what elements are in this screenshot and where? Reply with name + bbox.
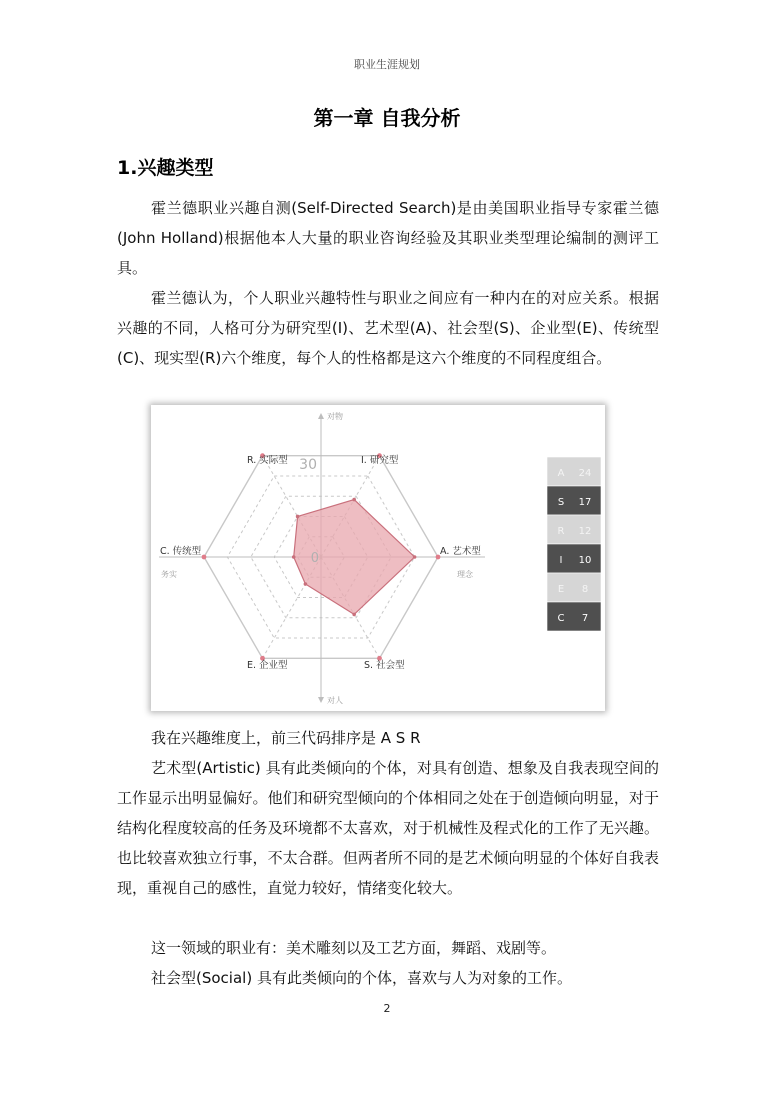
- score-code-C: C: [557, 613, 565, 624]
- paragraph-intro: 霍兰德职业兴趣自测(Self-Directed Search)是由美国职业指导专家霍兰德(John Holland)根据他本人大量的职业咨询经验及其职业类型理论编制的测评工具。: [117, 199, 659, 277]
- axis-end-label-top: 对物: [327, 412, 343, 421]
- score-row-E: [547, 573, 601, 602]
- score-code-E: E: [557, 584, 565, 595]
- tick-label-max: 30: [299, 457, 317, 473]
- score-value-A: 24: [578, 468, 592, 479]
- score-value-C: 7: [581, 613, 589, 624]
- axis-label-2: S. 社会型: [364, 660, 405, 671]
- radar-point-2: [352, 613, 356, 617]
- radar-chart: [151, 405, 605, 711]
- tick-label-min: 0: [310, 551, 319, 566]
- score-row-A: [547, 457, 601, 486]
- score-code-R: R: [557, 526, 565, 537]
- paragraph-artistic: 艺术型(Artistic) 具有此类倾向的个体，对具有创造、想象及自我表现空间的工作显示出明显偏好。他们和研究型倾向的个体相同之处在于创造倾向明显，对于结构化程度较高的任务及环境都不太喜欢，对于机械性及程式化的工作了无兴趣。也比较喜欢独立行事，不太合群。但两者所不同的是艺术倾向明显的个体好自我表现，重视自己的感性，直觉力较好，情绪变化较大。: [117, 759, 659, 897]
- chapter-title: 第一章 自我分析: [313, 106, 461, 130]
- score-value-I: 10: [578, 555, 592, 566]
- radar-point-5: [296, 515, 300, 519]
- score-value-R: 12: [578, 526, 592, 537]
- score-value-E: 8: [581, 584, 589, 595]
- score-table: [547, 457, 601, 631]
- score-code-S: S: [557, 497, 565, 508]
- paragraph-social: 社会型(Social) 具有此类倾向的个体，喜欢与人为对象的工作。: [151, 969, 572, 987]
- score-row-S: [547, 486, 601, 515]
- page-header: 职业生涯规划: [354, 58, 420, 71]
- score-value-S: 17: [578, 497, 592, 508]
- score-row-I: [547, 544, 601, 573]
- radar-point-3: [304, 582, 308, 586]
- radar-point-4: [292, 555, 296, 559]
- axis-label-0: I. 研究型: [361, 455, 399, 466]
- paragraph-careers: 这一领域的职业有：美术雕刻以及工艺方面，舞蹈、戏剧等。: [151, 939, 557, 957]
- page-number: 2: [383, 1002, 391, 1015]
- paragraph-theory: 霍兰德认为，个人职业兴趣特性与职业之间应有一种内在的对应关系。根据兴趣的不同，人格可分为研究型(I)、艺术型(A)、社会型(S)、企业型(E)、传统型(C)、现实型(R)六个维度，每个人的性格都是这六个维度的不同程度组合。: [117, 289, 659, 367]
- axis-label-3: E. 企业型: [247, 660, 288, 671]
- axis-label-5: R. 实际型: [247, 455, 288, 466]
- axis-end-label-left: 务实: [161, 570, 177, 579]
- radar-chart-figure: [151, 405, 605, 711]
- score-row-R: [547, 515, 601, 544]
- axis-label-4: C. 传统型: [160, 546, 202, 557]
- radar-point-0: [352, 498, 356, 502]
- axis-end-label-bottom: 对人: [327, 696, 343, 705]
- axis-arrow-down: [318, 697, 324, 703]
- radar-point-1: [413, 555, 417, 559]
- score-code-I: I: [559, 555, 563, 566]
- paragraph-code-order: 我在兴趣维度上，前三代码排序是 A S R: [151, 729, 421, 747]
- score-code-A: A: [557, 468, 565, 479]
- axis-label-1: A. 艺术型: [440, 546, 481, 557]
- score-row-C: [547, 602, 601, 631]
- section-title: 1.兴趣类型: [117, 157, 214, 179]
- axis-end-label-right: 理念: [457, 570, 473, 579]
- radar-vertex-dot-4: [202, 555, 207, 560]
- axis-arrow-up: [318, 413, 324, 419]
